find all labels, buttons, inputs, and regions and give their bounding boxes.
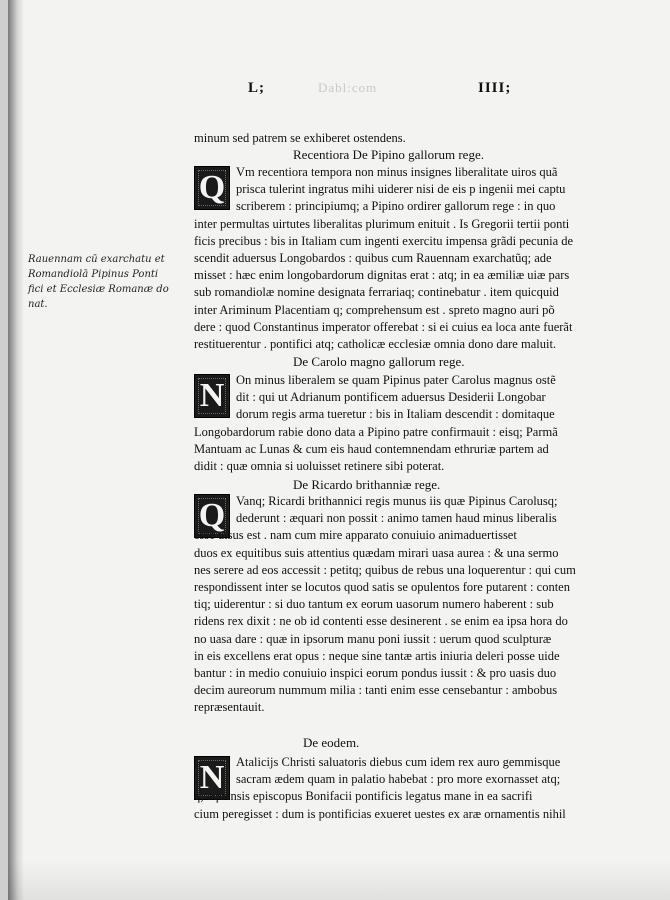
margin-note-line: Rauennam cū exarchatu et bbox=[28, 254, 165, 265]
section-heading-ricardo: De Ricardo brithanniæ rege. bbox=[293, 477, 441, 492]
book-page bbox=[8, 0, 670, 900]
text-line: didit : quæ omnia si uoluisset retinere sibi poterat. bbox=[194, 459, 445, 474]
page-bottom-shadow bbox=[8, 860, 670, 900]
running-head-middle: Dabl:com bbox=[318, 80, 378, 95]
text-line: inter Ariminum Placentiam q; comprehensum est . spreto magno auri põ bbox=[194, 302, 555, 317]
text-line: misset : hæc enim longobardorum dignitas erat : atq; in ea æmiliæ uiæ pars bbox=[194, 268, 570, 283]
text-line: nes serere ad eos accessit : petitq; quibus de rebus una loquerentur : qui cum bbox=[194, 562, 576, 577]
text-line: no uasa dare : quæ in ipsorum manu poni iussit : uerum quod sculpturæ bbox=[194, 631, 552, 646]
text-line: restituerentur . pontifici atq; catholicæ ecclesiæ omnia dono dare maluit. bbox=[194, 337, 557, 352]
text-line: Atalicijs Christi saluatoris diebus cum idem rex auro gemmisque bbox=[236, 755, 561, 769]
handwritten-margin-note bbox=[28, 252, 188, 312]
text-line: sacram ædem quam in palatio habebat : pro more exornasset atq; bbox=[236, 772, 561, 787]
text-line: duos ex equitibus suis attentius quædam mirari uasa aurea : & una sermo bbox=[194, 545, 559, 560]
text-line: scriberem : principiumq; a Pipino ordirer gallorum rege : in quo bbox=[236, 199, 556, 214]
opening-text bbox=[194, 130, 580, 147]
margin-note-line: fici et Ecclesiæ Romanæ do bbox=[28, 284, 169, 295]
text-line: q; aquensis episcopus Bonifacii pontificis legatus mane in ea sacrifi bbox=[194, 789, 533, 804]
text-line: respondissent inter se locutos quod satis se opulentos fore putarent : conten bbox=[194, 580, 570, 595]
section-body-de-eodem bbox=[194, 754, 580, 823]
text-line: dederunt : æquari non possit : animo tamen haud minus liberalis bbox=[236, 511, 557, 526]
text-line: in eis excellens erat opus : neque sine tantæ artis iniuria deleri posse uide bbox=[194, 648, 560, 663]
text-line: tiq; uiderentur : si duo tantum ex eorum uasorum numero haberent : sub bbox=[194, 597, 554, 612]
decorated-initial-q: Q bbox=[194, 494, 230, 538]
text-line: dere : quod Constantinus imperator offerebat : si ei cuius ea loca ante fuerãt bbox=[194, 319, 573, 334]
section-body-ricardo bbox=[194, 493, 580, 717]
text-line: minum sed patrem se exhiberet ostendens. bbox=[194, 131, 406, 145]
margin-note-line: nat. bbox=[28, 299, 48, 310]
section-heading-pipino: Recentiora De Pipino gallorum rege. bbox=[293, 147, 484, 162]
text-line: ridens rex dixit : ne ob id contenti esse desinerent . se enim ea ipsa hora do bbox=[194, 614, 568, 629]
section-body-pipino bbox=[194, 164, 580, 353]
text-line: Vm recentiora tempora non minus insignes liberalitate uiros quã bbox=[236, 165, 558, 179]
text-line: bantur : in medio conuiuio inspici eorum pondus iussit : & pro uasis duo bbox=[194, 666, 557, 681]
text-line: ficis precibus : bis in Italiam cum ingenti exercitu impensa grãdi pecunia de bbox=[194, 233, 574, 248]
text-line: Longobardorum rabie dono data a Pipino patre confirmauit : eisq; Parmã bbox=[194, 424, 558, 439]
text-line: esse uisus est . nam cum mire apparato conuiuio animaduertisset bbox=[194, 528, 517, 543]
text-line: repræsentauit. bbox=[194, 700, 265, 715]
text-line: dorum regis arma tueretur : bis in Italiam descendit : domitaque bbox=[236, 407, 555, 422]
text-line: cium peregisset : dum is pontificias exueret uestes ex aræ ornamentis nihil bbox=[194, 806, 566, 821]
text-line: Vanq; Ricardi brithannici regis munus iis quæ Pipinus Carolusq; bbox=[236, 494, 558, 508]
margin-note-line: Romandiolā Pipinus Ponti bbox=[28, 269, 159, 280]
section-heading-de-eodem: De eodem. bbox=[303, 735, 360, 750]
decorated-initial-q: Q bbox=[194, 166, 230, 210]
running-head-left: L; bbox=[248, 80, 265, 96]
binding-gutter bbox=[8, 0, 24, 900]
text-line: inter permultas uirtutes liberalitas plurimum enituit . Is Gregorii tertii ponti bbox=[194, 216, 570, 231]
decorated-initial-n: N bbox=[194, 756, 230, 800]
text-line: sub romandiolæ nomine designata ferrariaq; continebatur . item quicquid bbox=[194, 285, 559, 300]
text-line: scendit aduersus Longobardos : quibus cum Rauennam exarchatũq; ade bbox=[194, 251, 552, 266]
text-line: On minus liberalem se quam Pipinus pater Carolus magnus ostẽ bbox=[236, 373, 556, 387]
text-line: dit : qui ut Adrianum pontificem aduersus Desiderii Longobar bbox=[236, 390, 546, 405]
section-body-carolo bbox=[194, 372, 580, 475]
running-head-right: IIII; bbox=[478, 80, 512, 96]
text-line: Mantuam ac Lunas & cum eis haud contemnendam ethruriæ partem ad bbox=[194, 441, 549, 456]
text-line: prisca tulerint ingratus mihi uiderer nisi de eis p ingenii mei captu bbox=[236, 182, 566, 197]
section-heading-carolo: De Carolo magno gallorum rege. bbox=[293, 354, 465, 369]
text-line: decim aureorum nummum milia : tanti enim esse censebantur : ambobus bbox=[194, 683, 558, 698]
decorated-initial-n: N bbox=[194, 374, 230, 418]
